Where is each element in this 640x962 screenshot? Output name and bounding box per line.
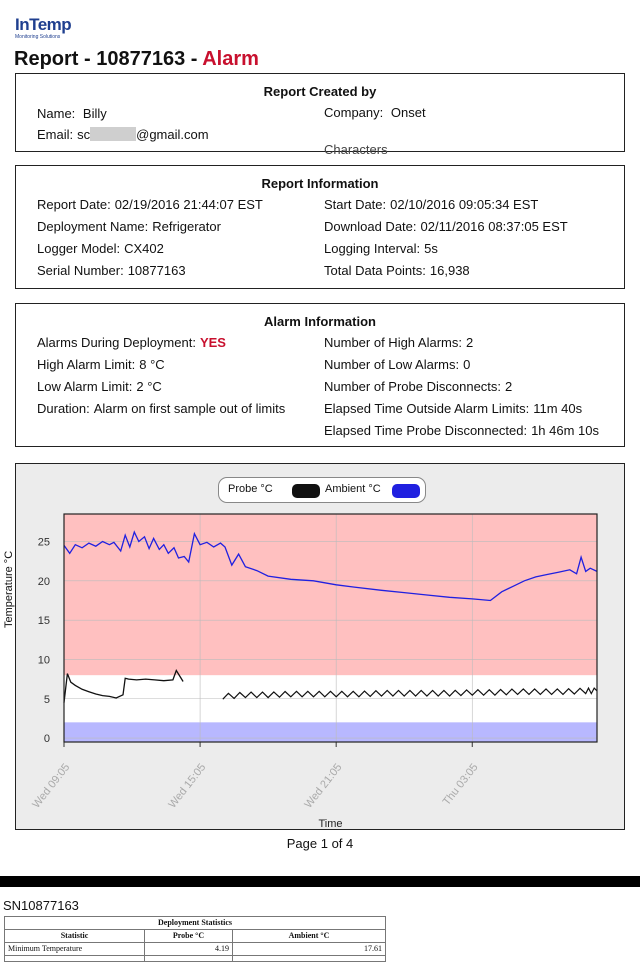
serial-number-value: 10877163 [127,263,186,278]
report-information-heading: Report Information [261,176,379,191]
y-tick-label: 20 [37,575,50,588]
download-date-label: Download Date: [324,219,417,234]
deployment-statistics-table [4,916,386,962]
start-date-value: 02/10/2016 09:05:34 EST [390,197,539,212]
high-limit-label: High Alarm Limit: [37,357,136,372]
table-row [5,943,386,956]
x-tick-label: Wed 09:05 [30,761,73,811]
download-date-value: 02/11/2016 08:37:05 EST [420,219,568,234]
report-date-value: 02/19/2016 21:44:07 EST [114,197,263,212]
deployment-name-value: Refrigerator [152,219,221,234]
serial-number-label: Serial Number: [37,263,124,278]
logo-wordmark: InTemp [15,15,72,34]
email-label: Email: [37,127,74,142]
num-high-value: 2 [466,335,474,350]
title-prefix: Report - 10877163 - [14,48,203,70]
y-tick-label: 15 [37,615,50,628]
num-low-value: 0 [463,357,471,372]
title-status: Alarm [202,48,259,70]
num-probe-label: Number of Probe Disconnects: [324,379,502,394]
truncated-text: Characters [324,142,388,157]
report-created-heading: Report Created by [263,84,377,99]
num-probe-value: 2 [505,379,513,394]
alarm-information-heading: Alarm Information [264,314,376,329]
total-data-points-label: Total Data Points: [324,263,426,278]
stats-cell [145,956,233,962]
num-high-label: Number of High Alarms: [324,335,462,350]
start-date-label: Start Date: [324,197,387,212]
elapsed-outside-label: Elapsed Time Outside Alarm Limits: [324,401,530,416]
elapsed-probe-label: Elapsed Time Probe Disconnected: [324,423,528,438]
low-alarm-band [64,722,597,742]
logger-model-value: CX402 [124,241,164,256]
legend-probe-label: Probe °C [228,483,273,495]
company-label: Company: [324,105,384,120]
stats-cell: 4.19 [145,943,233,956]
x-tick-label: Wed 21:05 [302,761,345,811]
duration-value: Alarm on first sample out of limits [93,401,286,416]
legend-ambient-label: Ambient °C [325,483,381,495]
low-limit-value: 2 °C [136,379,162,394]
x-tick-label: Wed 15:05 [166,761,209,811]
alarms-label: Alarms During Deployment: [37,335,196,350]
table-row [5,956,386,962]
x-axis-label: Time [318,818,343,830]
stats-cell: 17.61 [233,943,386,956]
x-tick-label: Thu 03:05 [440,761,481,808]
name-label: Name: [37,106,76,121]
name-value: Billy [82,106,107,121]
y-tick-label: 10 [37,654,50,667]
page-number: Page 1 of 4 [286,836,354,851]
elapsed-probe-value: 1h 46m 10s [531,423,599,438]
stats-caption: Deployment Statistics [5,917,386,930]
total-data-points-value: 16,938 [429,263,470,278]
high-alarm-band [64,514,597,675]
logger-model-label: Logger Model: [37,241,121,256]
report-date-label: Report Date: [37,197,111,212]
num-low-label: Number of Low Alarms: [324,357,460,372]
stats-header-ambient: Ambient °C [233,930,386,943]
y-tick-label: 5 [43,693,50,706]
logging-interval-label: Logging Interval: [324,241,421,256]
serial-heading: SN10877163 [3,898,79,913]
stats-cell: Minimum Temperature [5,943,145,956]
logo-tagline: Monitoring Solutions [15,34,61,40]
company-value: Onset [390,105,426,120]
email-prefix: sc [77,127,91,142]
deployment-name-label: Deployment Name: [37,219,149,234]
y-tick-label: 0 [43,733,50,746]
stats-cell [233,956,386,962]
email-suffix: @gmail.com [136,127,209,142]
logging-interval-value: 5s [424,241,438,256]
duration-label: Duration: [37,401,90,416]
y-axis-label: Temperature °C [3,550,15,628]
y-tick-label: 25 [37,536,50,549]
stats-header-statistic: Statistic [5,930,145,943]
alarms-value: YES [199,335,226,350]
page-separator [0,876,640,887]
high-limit-value: 8 °C [139,357,165,372]
low-limit-label: Low Alarm Limit: [37,379,133,394]
stats-header-probe: Probe °C [145,930,233,943]
stats-cell [5,956,145,962]
elapsed-outside-value: 11m 40s [533,401,583,416]
